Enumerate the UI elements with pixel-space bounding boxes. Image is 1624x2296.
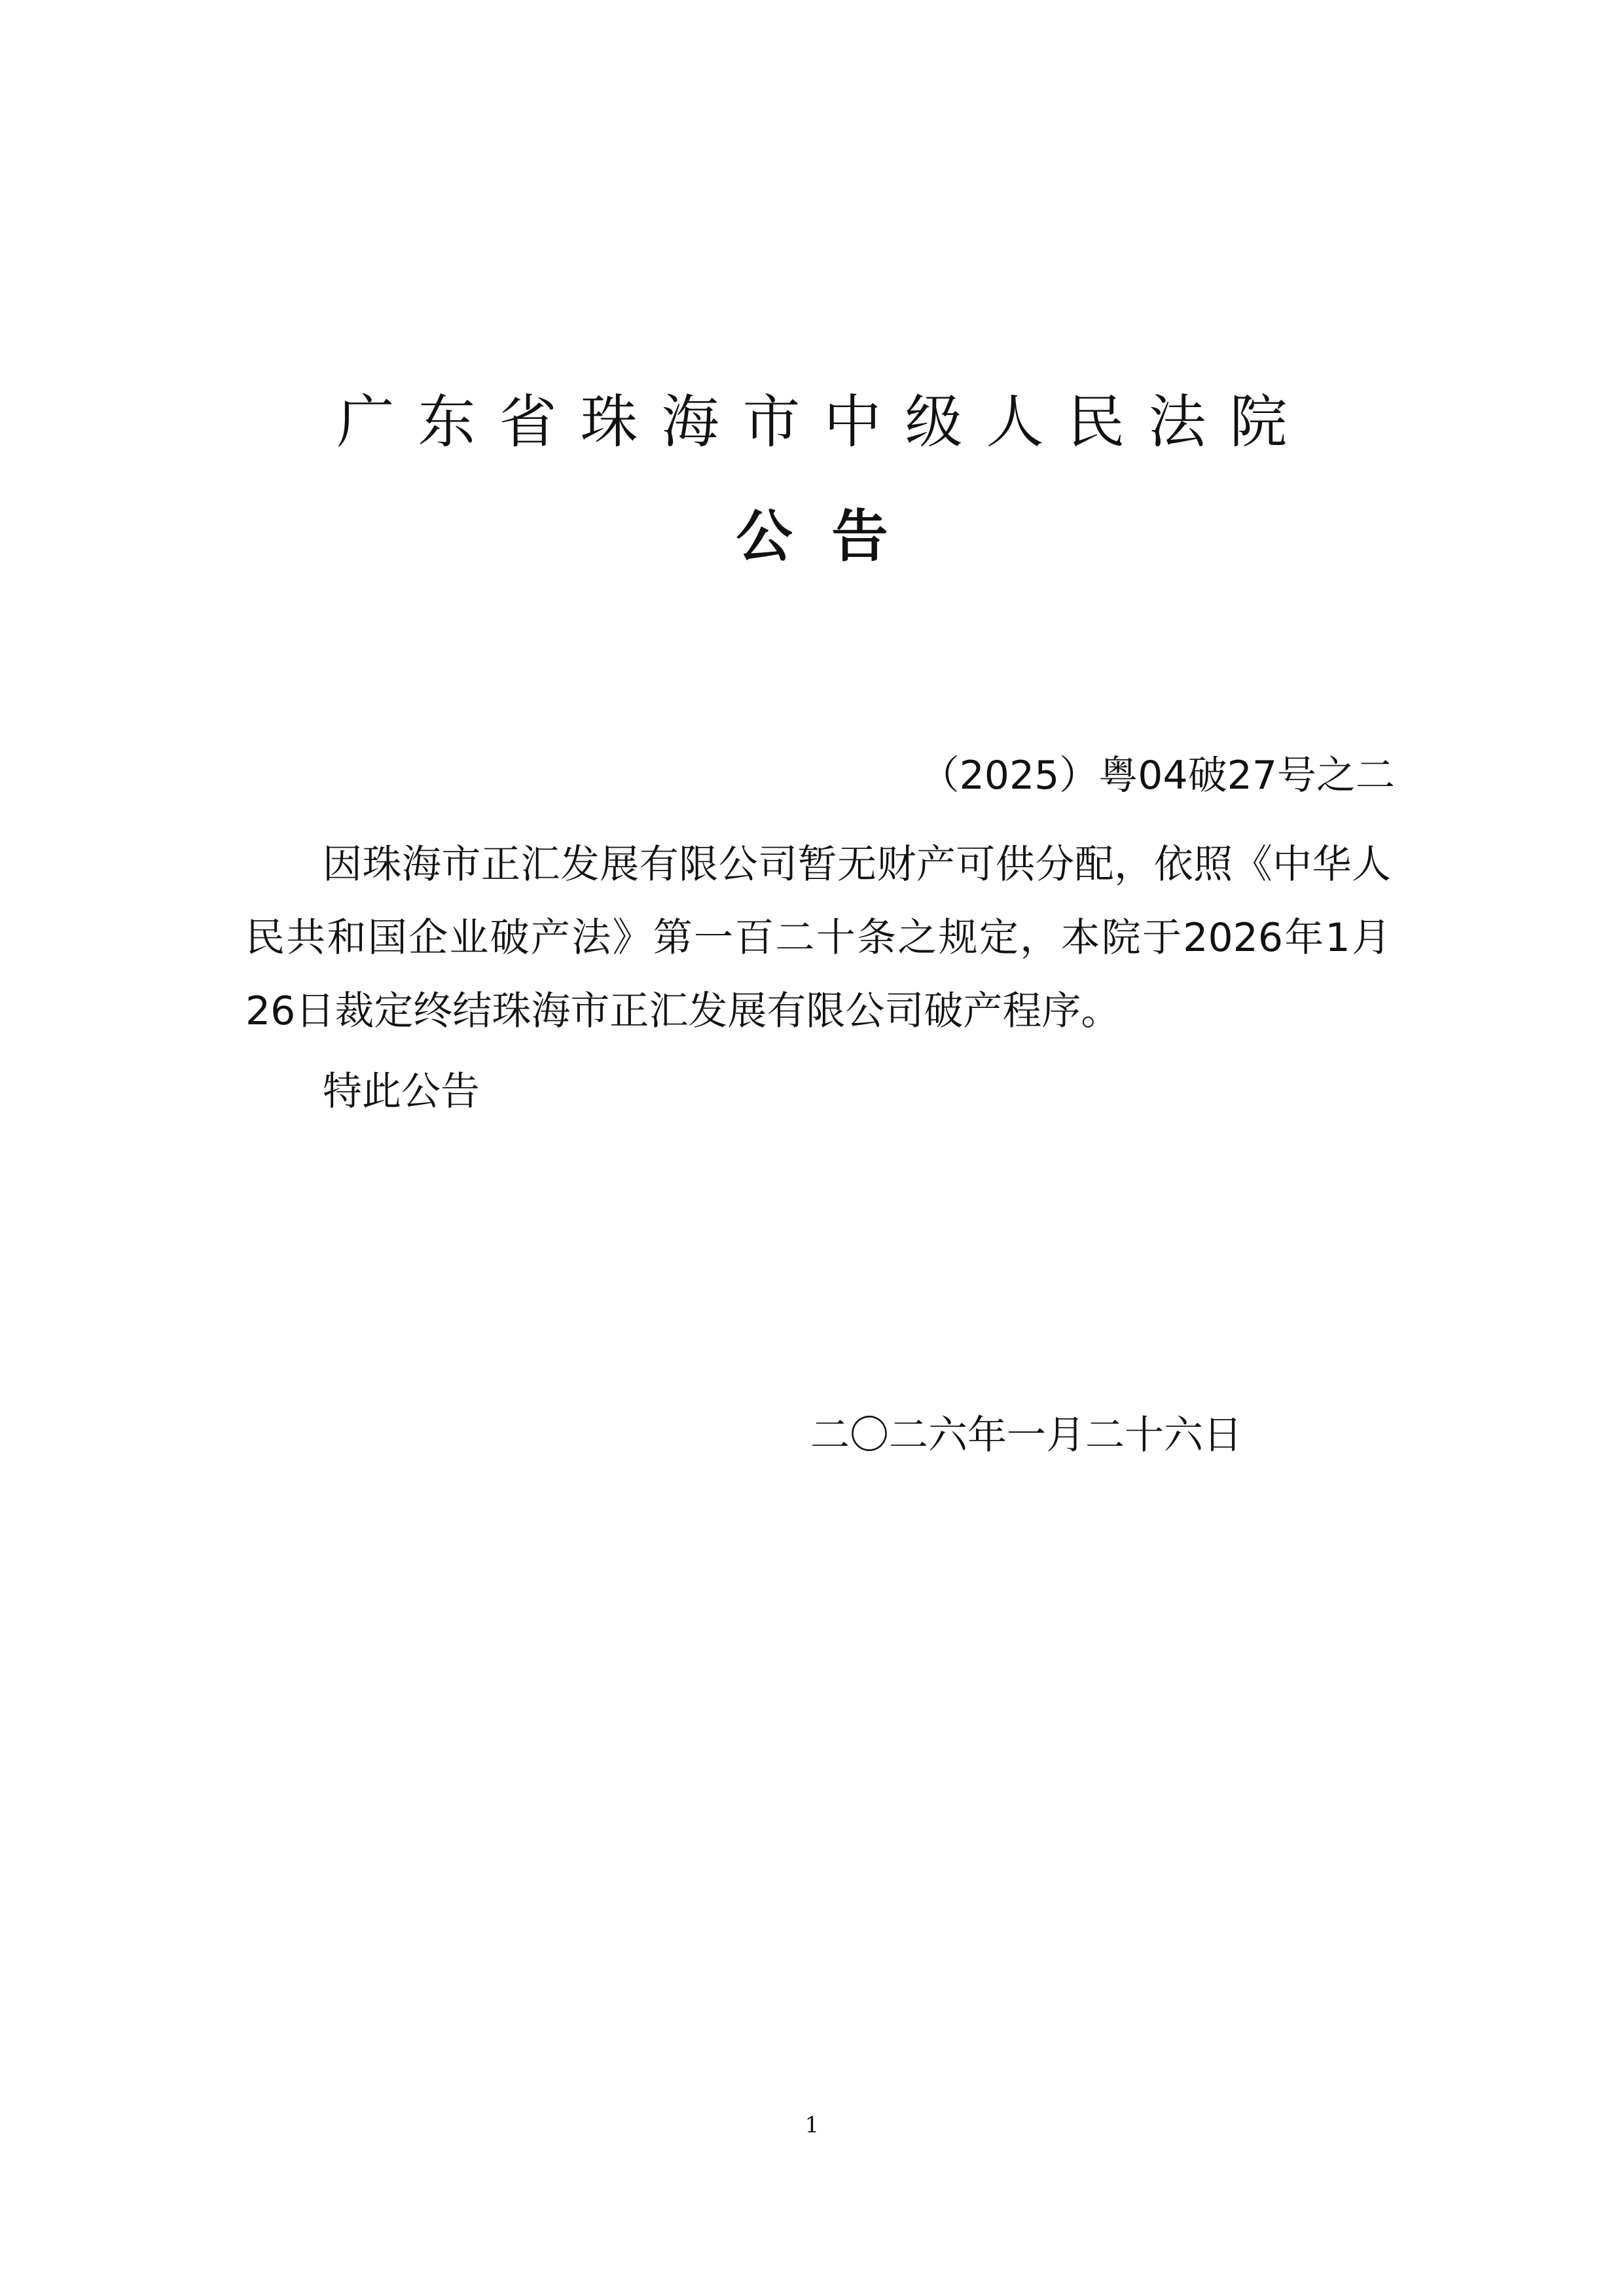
closing-phrase: 特此公告 [323,1069,480,1115]
court-name: 广东省珠海市中级人民法院 [336,388,1311,456]
issue-date: 二〇二六年一月二十六日 [810,1412,1242,1458]
page-number: 1 [804,2112,820,2138]
case-number: （2025）粤04破27号之二 [920,753,1395,798]
document-title: 公告 [736,504,928,569]
announcement-body: 因珠海市正汇发展有限公司暂无财产可供分配，依照《中华人民共和国企业破产法》第一百二十条之规定，本院于2026年1月26日裁定终结珠海市正汇发展有限公司破产程序。 [245,842,1391,1034]
